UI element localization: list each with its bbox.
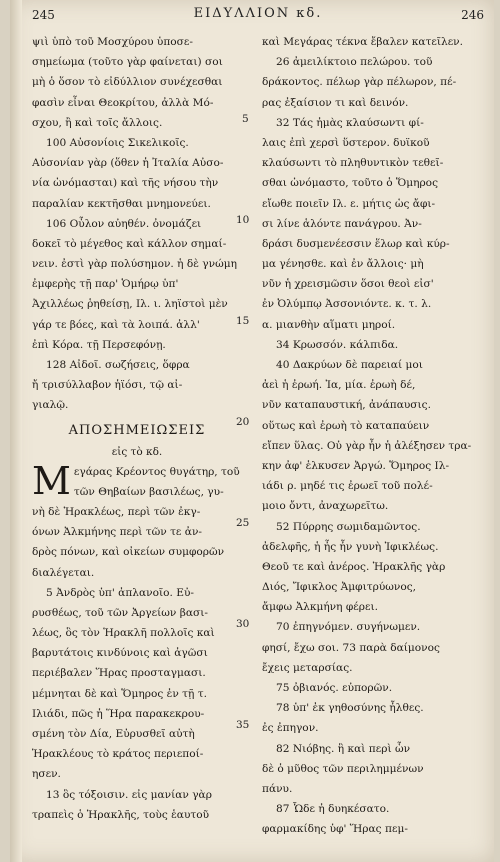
section-heading: ΑΠΟΣΗΜΕΙΩΣΕΙΣ — [68, 422, 206, 438]
line-number: 5 — [242, 113, 249, 125]
right-text-line: ρας ἐξαίσιον τι καὶ δεινόν. — [262, 96, 409, 109]
section-subheading: εἰς τὸ κδ. — [111, 445, 163, 458]
right-text-line: ἀεὶ ἡ ἐρωή. Ἰα, μία. ἐρωὴ δέ, — [262, 379, 416, 392]
line-number: 30 — [236, 618, 250, 630]
text-line: φασὶν εἶναι Θεοκρίτου, ἀλλὰ Μό- — [32, 96, 214, 109]
note-5-line: ησεν. — [32, 768, 61, 781]
intro-line: νὴ δὲ Ἡρακλέως, περὶ τῶν ἐκγ- — [32, 505, 201, 518]
left-page-number: 245 — [32, 8, 55, 22]
note-128-line: 128 Αἰδοῖ. σωζήσεις, ὅφρα — [46, 359, 190, 371]
note-5-line: μέμνηται δὲ καὶ Ὅμηρος ἐν τῇ τ. — [32, 687, 207, 700]
note-106-line: δοκεῖ τὸ μέγεθος καὶ κάλλον σημαί- — [32, 237, 227, 250]
note-5-line: 5 Ἀνδρὸς ὑπ' ἀπλανοῖο. Εὐ- — [46, 586, 194, 599]
note-5-line: Ιλιάδι, πῶς ἡ Ἥρα παρακεκρου- — [32, 707, 205, 720]
right-text-line: 78 ὑπ' ἐκ γηθοσύνης ἦλθες. — [276, 702, 424, 715]
page-gutter — [10, 0, 22, 862]
right-page-number: 246 — [461, 8, 484, 22]
right-text-line: δράσι δυσμενέεσσιν ἕλωρ καὶ κύρ- — [262, 237, 450, 250]
right-text-line: μοιο ὄντι, ἀναχωρεῖτω. — [262, 500, 389, 513]
note-128-line: γιαλῷ. — [32, 399, 69, 412]
text-line: σημείωμα (τοῦτο γὰρ φαίνεται) σοι — [32, 56, 223, 69]
right-text-line: 26 ἀμειλίκτοιο πελώρου. τοῦ — [276, 56, 433, 69]
note-100-line: νία ὠνόμασται) καὶ τῆς νήσου τὴν — [32, 177, 219, 190]
note-106-line: γάρ τε βόες, καὶ τὰ λοιπά. ἀλλ' — [32, 318, 200, 331]
right-text-line: 75 ὀβιανός. εὐπορῶν. — [276, 682, 393, 694]
right-text-line: σι λίνε ἁλόντε πανάγρου. Ἀν- — [262, 217, 422, 230]
note-106-line: ἐμφερὴς τῇ παρ' Ὁμήρῳ ὑπ' — [32, 278, 179, 291]
right-text-line: καὶ Μεγάρας τέκνα ἔβαλεν κατεῖλεν. — [262, 36, 463, 48]
note-5-line: ρυσθέως, τοῦ τῶν Ἀργείων βασι- — [32, 606, 208, 619]
note-128-line: ἤ τρισύλλαβον ἡϊόσι, τῷ αἰ- — [32, 379, 183, 392]
note-13-line: 13 ὃς τόξοισιν. εἰς μανίαν γὰρ — [46, 788, 212, 801]
intro-line: δρὸς πόνων, καὶ οἰκείων συμφορῶν — [32, 546, 225, 559]
right-text-line: ιάδι ρ. μηδέ τις ἐρωεῖ τοῦ πολέ- — [262, 480, 433, 493]
right-text-line: νῦν ἡ χρεισμῶσιν ὅσοι θεοὶ εἰσ' — [262, 278, 434, 291]
right-text-line: φησί, ἔχω σοι. 73 παρὰ δαίμονος — [262, 641, 440, 654]
right-text-line: σθαι ὠνόμαστο, τοῦτο ὁ Ὅμηρος — [262, 177, 438, 190]
text-line: ψιὶ ὑπὸ τοῦ Μοσχύρου ὑποσε- — [32, 36, 193, 48]
text-line: σχου, ἢ καὶ τοῖς ἄλλοις. — [32, 116, 163, 129]
note-106-line: Ἀχιλλέως ῥηθείσῃ, Ιλ. ι. ληϊστοὶ μὲν — [32, 298, 228, 311]
note-5-line: Ἡρακλέους τὸ κράτος περιεποί- — [32, 748, 204, 761]
right-text-line: 52 Πύρρης σωμιδαμῶντος. — [276, 520, 421, 533]
right-text-line: πάνυ. — [262, 782, 293, 795]
right-text-line: δράκοντος. πέλωρ γὰρ πέλωρον, πέ- — [262, 76, 457, 89]
right-text-line: 82 Νιόβης. ἣ καὶ περὶ ὧν — [276, 742, 411, 755]
right-text-line: 70 ἐπηγνόμεν. συγήνωμεν. — [276, 621, 421, 634]
right-text-line: 40 Δακρύων δὲ παρειαί μοι — [276, 359, 423, 371]
right-text-line: μα γένησθε. καὶ ἐν ἄλλοις· μὴ — [262, 258, 424, 271]
intro-paragraph — [32, 458, 242, 583]
right-text-line: δὲ ὁ μῦθος τῶν περιλημμένων — [262, 762, 424, 775]
right-text-line: νῦν καταπαυστική, ἀνάπαυσις. — [262, 399, 431, 412]
note-13-line: τραπεὶς ὁ Ἡρακλῆς, τοὺς ἑαυτοῦ — [32, 808, 210, 821]
right-text-line: α. μιανθὴν αἵματι μηροί. — [262, 318, 396, 331]
right-text-line: εἴωθε ποιεῖν Ιλ. ε. μήτις ὡς ἄφι- — [262, 197, 436, 210]
right-text-line: 87 Ὧδε ἠ δυηκέσατο. — [276, 803, 390, 816]
intro-line: τῶν Θηβαίων βασιλέως, γυ- — [73, 485, 224, 498]
right-text-line: ἐν Ὀλύμπῳ Ἀσσονιόντε. κ. τ. λ. — [262, 298, 432, 311]
right-text-line: ἀδελφῆς, ἡ ἦς ἦν γυνὴ Ἰφικλέως. — [262, 540, 439, 553]
intro-line: όνων Ἀλκμήνης περὶ τῶν τε ἀν- — [32, 526, 202, 539]
right-text-line: Διός, Ἴφικλος Ἀμφιτρύωνος, — [262, 581, 417, 594]
right-text-line: φαρμακίδης ὑφ' Ἥρας πεμ- — [262, 823, 408, 836]
right-text-line: εἴπεν ὕλας. Οὐ γὰρ ἦν ἡ ἀλέξησεν τρα- — [262, 439, 472, 452]
right-column — [262, 32, 486, 840]
note-100-line: Αὐσονίαν γὰρ (ὅθεν ἡ Ἰταλία Αὐσο- — [32, 157, 224, 170]
running-head — [32, 6, 484, 28]
note-106-line: νειν. ἐστὶ γὰρ πολύσημον. ἡ δὲ γνώμη — [32, 258, 237, 271]
intro-line: εγάρας Κρέοντος θυγάτηρ, τοῦ — [73, 465, 240, 478]
line-number: 35 — [236, 719, 250, 731]
right-text-line: 32 Τάς ἠμὰς κλαύσωντι φί- — [276, 116, 424, 129]
right-text-line: ἐς ἐπηγον. — [262, 722, 319, 735]
line-number: 25 — [236, 517, 250, 529]
note-100-line: παραλίαν κεκτῆσθαι μνημονεύει. — [32, 197, 211, 210]
line-number: 10 — [236, 214, 250, 226]
line-number: 20 — [236, 416, 250, 428]
note-100-line: 100 Αὐσονίοις Σικελικοῖς. — [46, 136, 189, 149]
line-number: 15 — [236, 315, 250, 327]
right-text-line: 34 Κρωσσόν. κάλπιδα. — [276, 338, 399, 351]
right-text-line: κλαύσωντι τὸ πληθυντικὸν τεθεῖ- — [262, 157, 444, 170]
note-5-line: βαρυτάτοις κινδύνοις καὶ ἀγῶσι — [32, 647, 208, 660]
running-title: ΕΙΔΥΛΛΙΟΝ κδ. — [193, 6, 323, 21]
drop-cap: Μ — [32, 458, 71, 503]
right-text-line: κην ἀφ' ἑλκυσεν Ἀργώ. Ὅμηρος Ιλ- — [262, 459, 450, 472]
right-text-line: ἔχεις μεταρσίας. — [262, 661, 353, 674]
note-106-line: 106 Οὖλον αὐηθέν. ὀνομάζει — [46, 217, 202, 230]
left-column — [32, 32, 242, 825]
right-text-line: λαις ἐπὶ χερσὶ ὕστερον. δυϊκοῦ — [262, 136, 430, 149]
note-5-line: περιέβαλεν Ἥρας προσταγμασι. — [32, 667, 206, 680]
note-106-line: ἐπὶ Κόρα. τῇ Περσεφόνῃ. — [32, 338, 166, 351]
text-line: μὴ ὁ ὅσον τὸ εἰδύλλιον συνέχεσθαι — [32, 76, 223, 89]
right-text-line: Θεοῦ τε καὶ ἀνέρος. Ἡρακλῆς γὰρ — [262, 560, 446, 573]
right-text-line: ἄμφω Ἀλκμήνη φέρει. — [262, 601, 378, 614]
book-page — [10, 0, 494, 862]
right-text-line: οὕτως καὶ ἐρωὴ τὸ καταπαύειν — [262, 419, 430, 432]
note-5-line: λέως, ὃς τὸν Ἡρακλῆ πολλοῖς καὶ — [32, 627, 215, 640]
intro-line: διαλέγεται. — [32, 566, 95, 579]
note-5-line: σμένη τὸν Δία, Εὐρυσθεῖ αὐτὴ — [32, 728, 195, 740]
